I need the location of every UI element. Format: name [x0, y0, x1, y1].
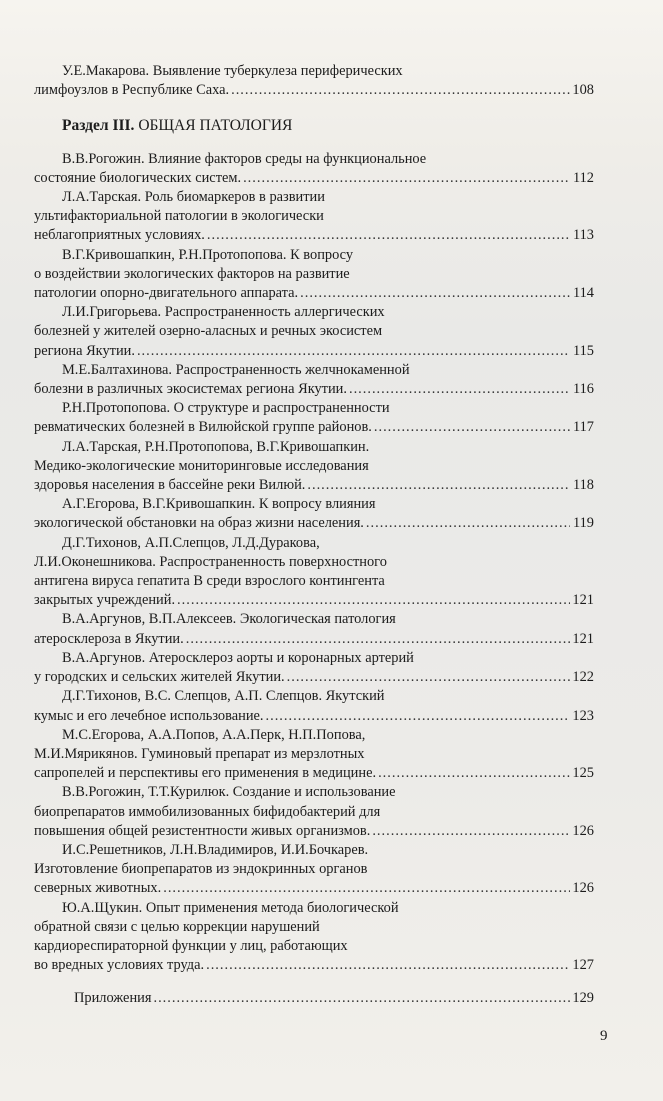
- toc-entry: [34, 188, 594, 246]
- toc-entry-line: Р.Н.Протопопова. О структуре и распространенности: [62, 400, 390, 417]
- toc-entry: [34, 687, 594, 725]
- toc-entry-line: В.Г.Кривошапкин, Р.Н.Протопопова. К вопросу: [62, 246, 354, 263]
- toc-entry-page: 123: [572, 707, 594, 724]
- toc-entry: [34, 649, 594, 687]
- leader-dots: [378, 764, 570, 783]
- toc-entry: [34, 726, 594, 784]
- toc-entry-line: региона Якутии.: [34, 342, 135, 359]
- page-number: 9: [600, 1028, 608, 1044]
- toc-entry-line: закрытых учреждений.: [34, 592, 176, 609]
- toc-entry-line: состояние биологических систем.: [34, 169, 242, 186]
- toc-entry-line: Д.Г.Тихонов, А.П.Слепцов, Л.Д.Дуракова,: [62, 534, 320, 551]
- toc-entry-line: неблагоприятных условиях.: [34, 227, 205, 244]
- toc-entry-line: Медико-экологические мониторинговые исследования: [34, 457, 369, 474]
- toc-entry-line: В.В.Рогожин, Т.Т.Курилюк. Создание и использование: [62, 784, 396, 801]
- toc-entry-line: здоровья населения в бассейне реки Вилюй.: [34, 477, 306, 494]
- toc-entry-line: кардиореспираторной функции у лиц, работающих: [34, 937, 348, 954]
- toc-entry-line: болезни в различных экосистемах региона Якутии.: [34, 381, 347, 398]
- toc-entry-page: 108: [572, 82, 594, 99]
- toc-entry-line: У.Е.Макарова. Выявление туберкулеза периферических: [62, 63, 403, 79]
- toc-entry: [34, 841, 594, 899]
- toc-entry-line: антигена вируса гепатита В среди взрослого контингента: [34, 573, 385, 590]
- toc-entry: [34, 62, 594, 100]
- toc-entries-before: [34, 62, 594, 100]
- leader-dots: [372, 822, 570, 841]
- toc-entry-line: А.Г.Егорова, В.Г.Кривошапкин. К вопросу влияния: [62, 496, 376, 513]
- toc-entry-page: 121: [572, 630, 594, 647]
- toc-entry-line: Д.Г.Тихонов, В.С. Слепцов, А.П. Слепцов. Якутский: [62, 688, 385, 705]
- toc-entry: [34, 534, 594, 611]
- leader-dots: [231, 81, 570, 100]
- toc-entry-line: повышения общей резистентности живых организмов.: [34, 822, 371, 839]
- toc-entry: [34, 610, 594, 648]
- toc-entry-line: В.А.Аргунов. Атеросклероз аорты и коронарных артерий: [62, 649, 414, 666]
- table-of-contents: [34, 62, 594, 1009]
- toc-entry: [34, 438, 594, 496]
- leader-dots: [163, 879, 570, 898]
- toc-entry-line: Изготовление биопрепаратов из эндокринных органов: [34, 861, 368, 878]
- toc-entry-line: И.С.Решетников, Л.Н.Владимиров, И.И.Бочкарев.: [62, 841, 369, 858]
- leader-dots: [243, 169, 570, 188]
- toc-entry: [34, 246, 594, 304]
- leader-dots: [374, 418, 570, 437]
- toc-entry: [34, 150, 594, 188]
- section-label: Раздел III.: [62, 117, 135, 135]
- toc-entry-page: 113: [572, 227, 594, 244]
- toc-entry-line: сапропелей и перспективы его применения в медицине.: [34, 765, 377, 782]
- leader-dots: [287, 668, 570, 687]
- toc-entry-page: 127: [572, 957, 594, 974]
- toc-entry-line: Л.И.Оконешникова. Распространенность поверхностного: [34, 553, 387, 570]
- leader-dots: [207, 226, 570, 245]
- toc-entry-page: 112: [572, 169, 594, 186]
- toc-entry-line: патологии опорно-двигательного аппарата.: [34, 285, 299, 302]
- toc-entry-line: ревматических болезней в Вилюйской группе районов.: [34, 419, 372, 436]
- leader-dots: [266, 707, 570, 726]
- toc-entry-line: Л.И.Григорьева. Распространенность аллергических: [62, 304, 385, 321]
- toc-entry: [34, 495, 594, 533]
- toc-entry-line: М.Е.Балтахинова. Распространенность желчнокаменной: [62, 361, 410, 378]
- leader-dots: [300, 284, 570, 303]
- toc-entries: [34, 150, 594, 976]
- toc-entry-line: обратной связи с целью коррекции нарушений: [34, 918, 320, 935]
- toc-entry-line: атеросклероза в Якутии.: [34, 630, 184, 647]
- toc-entry-line: Ю.А.Щукин. Опыт применения метода биологической: [62, 899, 399, 916]
- toc-entry: [34, 899, 594, 976]
- toc-entry-line: М.С.Егорова, А.А.Попов, А.А.Перк, Н.П.Попова,: [62, 726, 366, 743]
- toc-entry-line: кумыс и его лечебное использование.: [34, 707, 264, 724]
- toc-entry-line: М.И.Мярикянов. Гуминовый препарат из мерзлотных: [34, 745, 365, 762]
- toc-entry: [34, 783, 594, 841]
- toc-entry: [34, 399, 594, 437]
- toc-entry-line: у городских и сельских жителей Якутии.: [34, 669, 285, 686]
- toc-entry-page: 114: [572, 285, 594, 302]
- toc-entry-page: 121: [572, 592, 594, 609]
- leader-dots: [206, 956, 570, 975]
- toc-entry-line: экологической обстановки на образ жизни населения.: [34, 515, 364, 532]
- toc-entry-page: 116: [572, 381, 594, 398]
- toc-entry-line: В.А.Аргунов, В.П.Алексеев. Экологическая патология: [62, 611, 396, 628]
- toc-entry-page: 122: [572, 669, 594, 686]
- section-heading: [62, 116, 594, 135]
- appendix-label: Приложения: [74, 990, 152, 1007]
- leader-dots: [177, 591, 570, 610]
- leader-dots: [366, 514, 570, 533]
- leader-dots: [307, 476, 570, 495]
- toc-entry-line: ультифакториальной патологии в экологически: [34, 208, 324, 225]
- leader-dots: [137, 342, 570, 361]
- toc-entry-page: 115: [572, 342, 594, 359]
- toc-entry-page: 126: [572, 822, 594, 839]
- toc-entry-line: о воздействии экологических факторов на развитие: [34, 265, 350, 282]
- toc-entry-line: Л.А.Тарская, Р.Н.Протопопова, В.Г.Кривошапкин.: [62, 438, 370, 455]
- toc-entry-line: В.В.Рогожин. Влияние факторов среды на функциональное: [62, 150, 427, 167]
- toc-entry: [34, 303, 594, 361]
- toc-entry: [34, 361, 594, 399]
- toc-entry-page: 118: [572, 477, 594, 494]
- section-title: ОБЩАЯ ПАТОЛОГИЯ: [138, 117, 293, 135]
- toc-entry-page: 119: [572, 515, 594, 532]
- toc-entry-appendix: [34, 989, 594, 1008]
- toc-entry-page: 125: [572, 765, 594, 782]
- leader-dots: [349, 380, 570, 399]
- toc-entry-line: Л.А.Тарская. Роль биомаркеров в развитии: [62, 189, 325, 206]
- toc-entry-page: 117: [572, 419, 594, 436]
- toc-entry-line: биопрепаратов иммобилизованных бифидобактерий для: [34, 803, 381, 820]
- toc-entry-page: 126: [572, 880, 594, 897]
- appendix-page: 129: [572, 990, 594, 1007]
- toc-entry-line: во вредных условиях труда.: [34, 957, 205, 974]
- leader-dots: [186, 630, 570, 649]
- leader-dots: [153, 989, 570, 1008]
- toc-entry-line: лимфоузлов в Республике Саха.: [34, 82, 230, 99]
- toc-entry-line: северных животных.: [34, 880, 162, 897]
- toc-entry-line: болезней у жителей озерно-аласных и речных экосистем: [34, 323, 383, 340]
